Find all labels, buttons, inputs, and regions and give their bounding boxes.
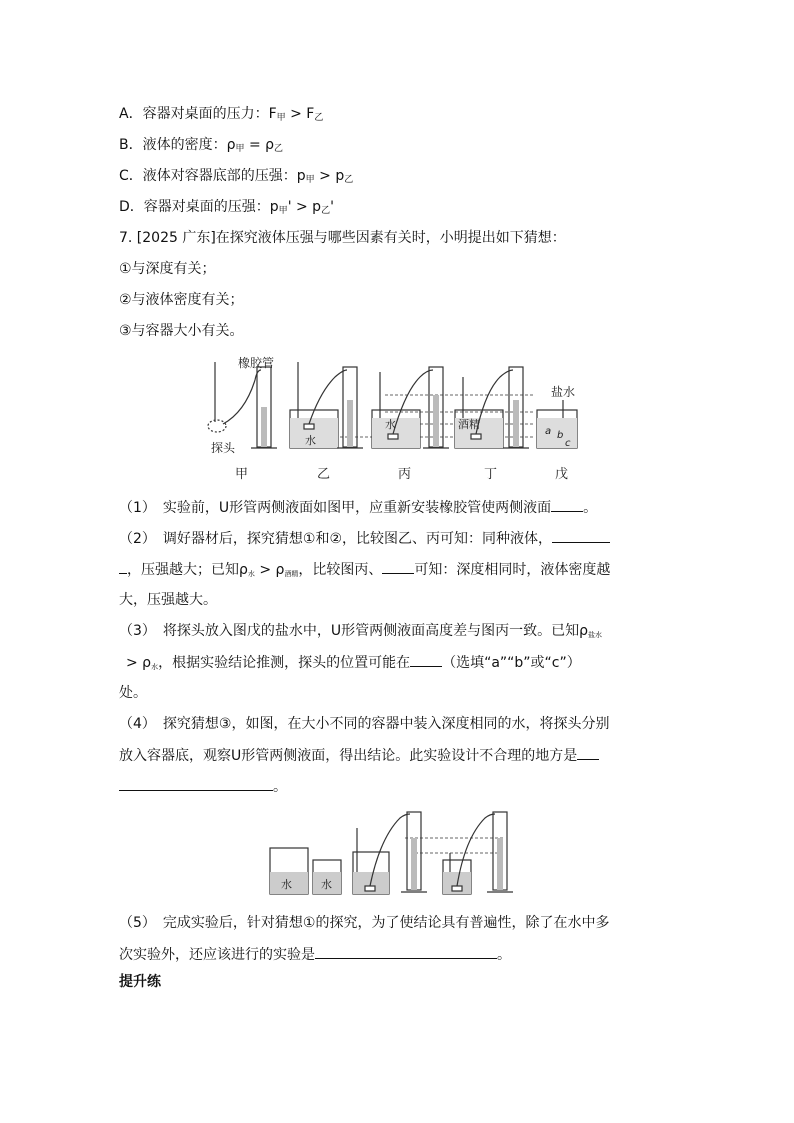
q7-part-5-line-2: 次实验外，还应该进行的实验是 。 (119, 944, 675, 965)
section-title: 提升练 (119, 974, 161, 990)
guess-1: ①与深度有关； (119, 261, 216, 277)
option-c: C．液体对容器底部的压强：$p_甲 > p_乙$ (119, 168, 354, 185)
label-probe: 探头 (211, 441, 236, 455)
q7-part-2-line-3: 大，压强越大。 (119, 592, 217, 608)
q7-part-3-line-1: （3） 将探头放入图戊的盐水中，U形管两侧液面高度差与图丙一致。已知ρ盐水 (119, 623, 603, 639)
point-b: b (557, 430, 564, 441)
guess-3: ③与容器大小有关。 (119, 323, 244, 339)
q7-part-3-line-3: 处。 (119, 685, 147, 701)
q7-part-4-line-2: 放入容器底，观察U形管两侧液面，得出结论。此实验设计不合理的地方是 (119, 745, 675, 766)
point-c: c (565, 438, 571, 449)
caption-ding: 丁 (484, 467, 498, 482)
caption-jia: 甲 (235, 467, 249, 482)
q7-part-3-line-2: > ρ水，根据实验结论推测，探头的位置可能在 （选填“a”“b”或“c”） (119, 652, 675, 677)
figure-container-sizes (265, 808, 525, 898)
caption-wu: 戊 (555, 467, 569, 482)
label-alcohol: 酒精 (458, 418, 480, 431)
caption-yi: 乙 (317, 467, 331, 482)
question-7-stem: 7. [2025 广东]在探究液体压强与哪些因素有关时，小明提出如下猜想： (119, 230, 566, 246)
caption-bing: 丙 (398, 467, 412, 482)
figure-experiment-setups (205, 352, 585, 482)
option-a: A．容器对桌面的压力：$F_甲 > F_乙$ (119, 106, 324, 123)
option-b: B．液体的密度：$\rho_甲 = \rho_乙$ (119, 137, 284, 154)
label-brine: 盐水 (551, 385, 576, 399)
guess-2: ②与液体密度有关； (119, 292, 244, 308)
option-d: D．容器对桌面的压强：$p_甲' > p_乙'$ (119, 199, 334, 216)
q7-part-1: （1） 实验前，U形管两侧液面如图甲，应重新安装橡胶管使两侧液面 。 (119, 497, 675, 518)
label-water-bing: 水 (385, 418, 396, 431)
q7-part-4-line-1: （4） 探究猜想③，如图，在大小不同的容器中装入深度相同的水，将探头分别 (119, 716, 610, 732)
label-water-small: 水 (321, 878, 332, 891)
label-rubber-tube: 橡胶管 (238, 356, 275, 370)
q7-part-5-line-1: （5） 完成实验后，针对猜想①的探究，为了使结论具有普遍性，除了在水中多 (119, 915, 610, 931)
q7-part-4-line-3: 。 (119, 776, 675, 797)
label-water-yi: 水 (305, 434, 316, 447)
q7-part-2-line-2: ，压强越大；已知ρ水 > ρ酒精，比较图丙、 可知：深度相同时，液体密度越 (119, 559, 675, 584)
label-water-large: 水 (281, 878, 292, 891)
q7-part-2-line-1: （2） 调好器材后，探究猜想①和②，比较图乙、丙可知：同种液体， (119, 528, 675, 549)
point-a: a (545, 426, 552, 437)
